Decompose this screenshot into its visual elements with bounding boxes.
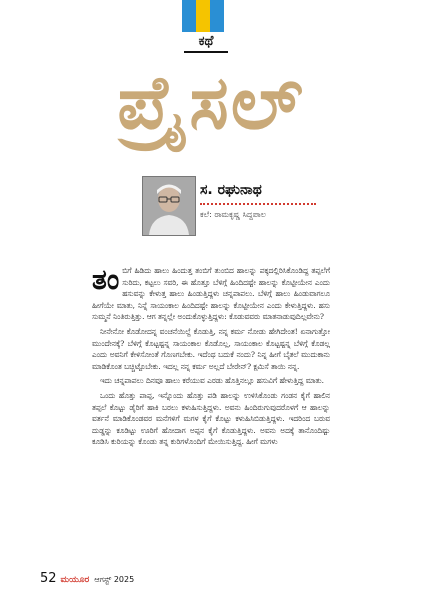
paragraph-text: ಬಿಗೆ ಹಿಡಿದು ಹಾಲು ಹಿಂದುತ್ತ ತಂಬಿಗೆ ತುಂಬಿದ ಹಾಲನ್ನು ಪಕ್ಕದಲ್ಲಿರಿಸಿಕೊಂಡಿದ್ದ ತಪ್ಪಲೆಗೆ ಸುರಿದು, ಕಟ್ಟಲು ಸವರಿ, ಈ ಹೊತ್ತೂ ಬೆಳಿಗ್ಗೆ ಹಿಂದಿದಷ್ಟೇ ಹಾಲನ್ನು ಕೊಟ್ಟೀಯೇನ ಎಂದು ಹಸುವನ್ನು ಕೇಳುತ್ತ ಹಾಲು ಹಿಂಡುತ್ತಿದ್ದಳು ಚನ್ನಪಾಪಲು. ಬೆಳಿಗ್ಗೆ ಹಾಲು ಹಿಂಡುವಾಗಲೂ ಹೀಗೆಯೇ ಮಾತು, ನಿನ್ನೆ ಸಾಯಂಕಾಲ ಹಿಂದಿದಷ್ಟೇ ಹಾಲನ್ನು ಕೊಟ್ಟೀಯೇನ ಎಂದು ಕೇಳುತ್ತಿದ್ದಳು. ಹಸು ಸುಮ್ಮನೆ ನಿಂತಿರುತ್ತಿತ್ತು. ಆಗ ತನ್ನಲ್ಲೇ ಅಂದುಕೊಳ್ಳುತ್ತಿದ್ದಳು: ಕೊಡುವವರು ಮಾತನಾಡುವುದಿಲ್ಲವೇನು? — [92, 266, 330, 322]
author-name: ಸ. ರಘುನಾಥ — [200, 182, 262, 198]
color-bar-blue-left — [182, 0, 196, 32]
header-color-bars — [182, 0, 224, 32]
section-label-rule — [184, 51, 228, 53]
color-bar-yellow — [196, 0, 210, 32]
page-number: 52 — [40, 571, 57, 586]
body-paragraph-3: ಇದು ಚನ್ನಪಾಪಲು ದಿನವೂ ಹಾಲು ಕರೆಯುವ ಎರಡು ಹೊತ್ತಿನಲ್ಲೂ ಹಸುವಿಗೆ ಹೇಳುತ್ತಿದ್ದ ಮಾತು. — [100, 376, 324, 386]
magazine-name: ಮಯೂರ — [60, 575, 90, 585]
color-bar-blue-right — [210, 0, 224, 32]
portrait-icon — [143, 177, 195, 235]
page-footer — [40, 571, 134, 586]
section-label — [176, 34, 236, 53]
author-divider — [200, 203, 316, 205]
section-label-text: ಕಥೆ — [198, 34, 214, 49]
body-paragraph-4: ಒಂದು ಹೊತ್ತು ಪಾಪ್ಪ, ಇನ್ನೊಂದು ಹೊತ್ತು ಪಡಿ ಹಾಲನ್ನು ಉಳಿಸಿಕೊಂಡು ಗಂಡನ ಕೈಗೆ ಹಾಲಿನ ತಪ್ಪಲೆ ಕೊಟ್ಟು ಡೈರಿಗೆ ಹಾಕಿ ಬರಲು ಕಳುಹಿಸುತ್ತಿದ್ದಳು. ಅವನು ಹಿಂದಿರುಗುವುದರೊಳಗೆ ಆ ಹಾಲನ್ನು ವರ್ತನೆ ಮಾಡಿಕೊಂಡವರ ಮನೆಗಳಿಗೆ ಮಗಳ ಕೈಗೆ ಕೊಟ್ಟು ಕಳುಹಿಸಿಬಿಡುತ್ತಿದ್ದಳು. ಇದರಿಂದ ಬರುವ ದುಡ್ಡನ್ನು ಕೂಡಿಟ್ಟು ಊರಿಗೆ ಹೋದಾಗ ಅಪ್ಪನ ಕೈಗೆ ಕೊಡುತ್ತಿದ್ದಳು. ಅವನು ಅದಕ್ಕೆ ತಾನೊಂದಿಷ್ಟು ಕೂಡಿಸಿ ಕುರಿಯನ್ನು ಕೊಂಡು ತನ್ನ ಕುರಿಗಳೊಂದಿಗೆ ಮೇಯಿಸುತ್ತಿದ್ದ. ಹೀಗೆ ಮಗಳು — [92, 390, 330, 447]
body-paragraph-1 — [92, 265, 330, 323]
story-body — [92, 265, 330, 451]
author-photo — [142, 176, 196, 236]
artist-credit: ಕಲೆ: ರಾಮಕೃಷ್ಣ ಸಿದ್ದಪಾಲ — [200, 210, 266, 219]
body-paragraph-2: ನೀನೇನೋ ಕೊಡೋದನ್ನ ವಂಚನೆಯಿಲ್ದೆ ಕೊಡುತ್ತಿ, ನನ್ನ ಕರ್ಮ ನೋಡು ಹೇಗಿದೇಂತ! ಏನಾಗುತ್ತೋ ಮುಂದೇನಕ್ಕೆ? ಬೆಳಿಗ್ಗೆ ಕೊಟ್ಟಷ್ಟನ್ನ ಸಾಯಂಕಾಲ ಕೊಡೊಲ್ಲ, ಸಾಯಂಕಾಲ ಕೊಟ್ಟಷ್ಟನ್ನ ಬೆಳಿಗ್ಗೆ ಕೊಡಲ್ಲ ಎಂದು ಅವನಿಗೆ ಕೇಳಿಸೋಂತೆ ಗೊಣಗಬೇಕು. ಇದೆಂಥ ಬದುಕೆ ನಂದು? ನಿನ್ನ ಹೀಗೆ ಬೈತಲೆ ಮುದುಕಾನು ಮಾಡಿಕೊಂತ ಬಚ್ಚಿಟ್ಟೊಬೇಕು. ಇದಲ್ಲ ನನ್ನ ಕರ್ಮ ಅಲ್ಲದೆ ಬೇರೇನ್? ಕ್ಷಮಿಸೆ ತಾಯಿ ನನ್ನ. — [92, 326, 330, 371]
issue-date: ಆಗಸ್ಟ್ 2025 — [94, 575, 135, 584]
drop-cap: ತಂ — [92, 263, 120, 296]
story-title: ಪ್ರೈಸಲ್ — [117, 60, 305, 146]
